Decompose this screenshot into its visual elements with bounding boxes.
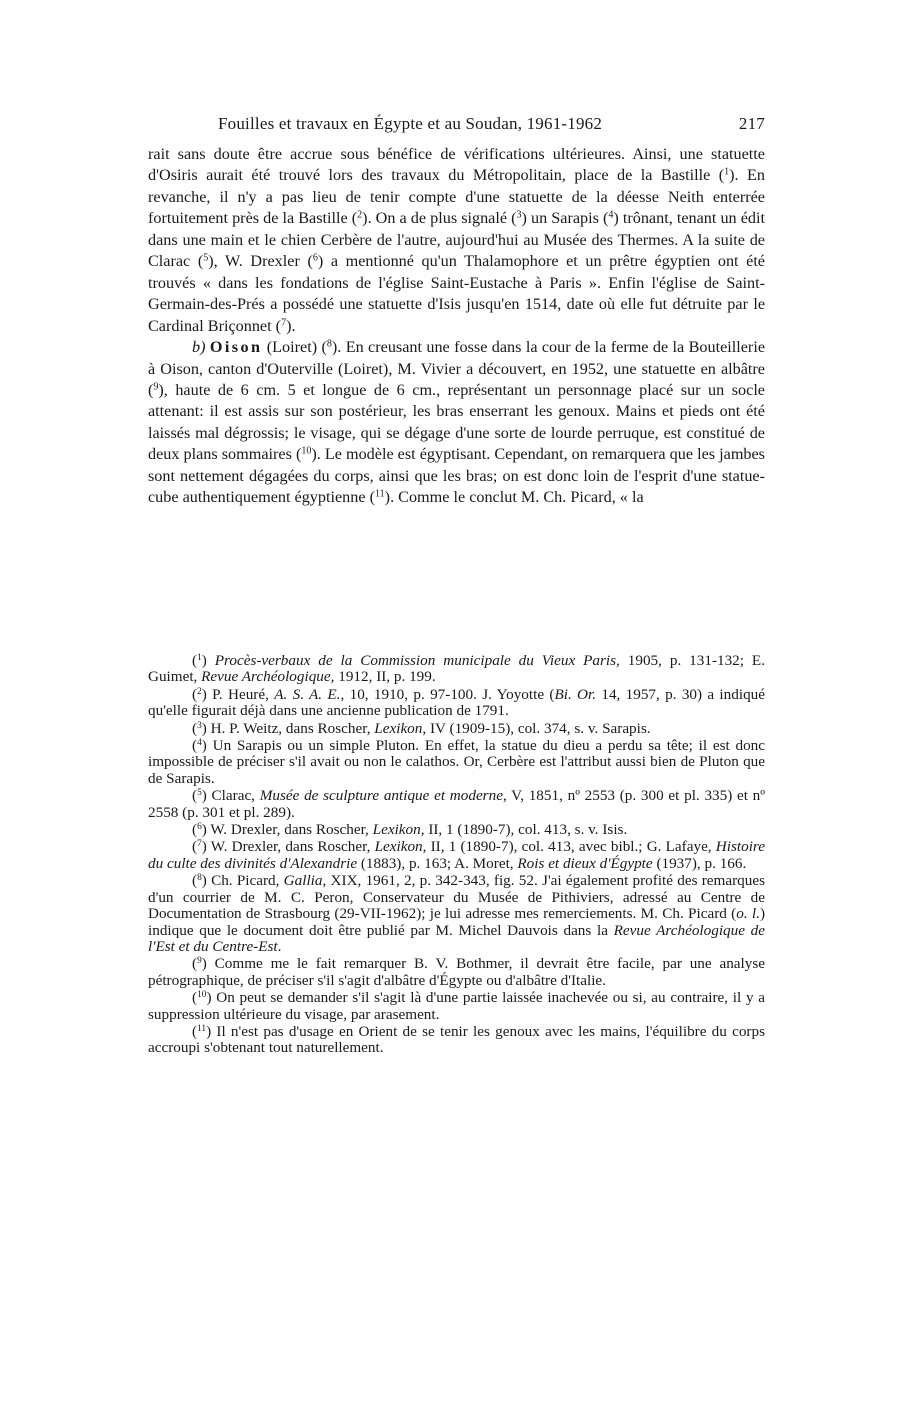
body-paragraph-1: rait sans doute être accrue sous bénéfice de vérifications ultérieures. Ainsi, une statuette d'Osiris aurait été trouvé lors des travaux du Métropolitain, place de la Bastille ($^1$). En revanche, il n'y a pas lieu de tenir compte d'une statuette de la déesse Neith enterrée fortuitement près de la Bastille ($^2$). On a de plus signalé ($^3$) un Sarapis ($^4$) trônant, tenant un édit dans une main et le chien Cerbère de l'autre, aujourd'hui au Musée des Thermes. A la suite de Clarac ($^5$), W. Drexler ($^6$) a mentionné qu'un Thalamophore et un prêtre égyptien ont été trouvés « dans les fondations de l'église Saint-Eustache à Paris ». Enfin l'église de Saint-Germain-des-Prés a possédé une statuette d'Isis jusqu'en 1514, date où elle fut détruite par le Cardinal Briçonnet ($^7$).: [148, 145, 766, 335]
footnotes: [148, 653, 765, 1058]
footnote-8: ($^8$) Ch. Picard, Gallia, XIX, 1961, 2, p. 342-343, fig. 52. J'ai également profité des remarques d'un courrier de M. C. Peron, Conservateur du Musée de Pithiviers, adressé au Centre de Documentation de Strasbourg (29-VII-1962); je lui adresse mes remerciements. M. Ch. Picard (o. l.) indique que le document doit être publié par M. Michel Dauvois dans la Revue Archéologique de l'Est et du Centre-Est.: [148, 872, 765, 955]
footnote-ref: 7: [281, 317, 287, 329]
footnote-1: ($^1$) Procès-verbaux de la Commission municipale du Vieux Paris, 1905, p. 131-132; E. Guimet, Revue Archéologique, 1912, II, p. 199.: [148, 652, 765, 686]
running-header: [148, 114, 765, 136]
footnote-4: ($^4$) Un Sarapis ou un simple Pluton. En effet, la statue du dieu a perdu sa tête; il est donc impossible de préciser s'il avait ou non le calathos. Or, Cerbère est l'attribut aussi bien de Pluton que de Sarapis.: [148, 737, 765, 787]
footnote-ref: 8: [326, 338, 332, 350]
footnote-10: ($^{10}$) On peut se demander s'il s'agit là d'une partie laissée inachevée ou si, au contraire, il y a suppression ultérieure du visage, par arasement.: [148, 989, 765, 1023]
page-number: 217: [738, 114, 765, 133]
footnote-ref: 10: [301, 445, 312, 457]
footnote-ref: 3: [516, 209, 522, 221]
body-text: [148, 144, 765, 509]
footnote-ref: 5: [203, 252, 209, 264]
running-title: Fouilles et travaux en Égypte et au Soudan, 1961-1962: [218, 114, 603, 133]
footnote-ref: 1: [724, 166, 730, 178]
footnote-ref: 11: [375, 488, 385, 500]
footnote-5: ($^5$) Clarac, Musée de sculpture antique et moderne, V, 1851, nº 2553 (p. 300 et pl. 335) et nº 2558 (p. 301 et pl. 289).: [148, 787, 765, 821]
footnote-ref: 6: [312, 252, 318, 264]
footnote-3: ($^3$) H. P. Weitz, dans Roscher, Lexikon, IV (1909-15), col. 374, s. v. Sarapis.: [192, 719, 651, 737]
footnote-11: ($^{11}$) Il n'est pas d'usage en Orient de se tenir les genoux avec les mains, l'équilibre du corps accroupi s'obtenant tout naturellement.: [148, 1022, 765, 1057]
footnote-7: ($^7$) W. Drexler, dans Roscher, Lexikon, II, 1 (1890-7), col. 413, avec bibl.; G. Lafaye, Histoire du culte des divinités d'Alexandrie (1883), p. 163; A. Moret, Rois et dieux d'Égypte (1937), p. 166.: [148, 838, 766, 872]
footnote-ref: 4: [608, 209, 614, 221]
footnote-ref: 2: [357, 209, 363, 221]
footnote-6: ($^6$) W. Drexler, dans Roscher, Lexikon, II, 1 (1890-7), col. 413, s. v. Isis.: [192, 821, 628, 839]
body-paragraph-2: b) Oison (Loiret) ($^8$). En creusant une fosse dans la cour de la ferme de la Bouteillerie à Oison, canton d'Outerville (Loiret), M. Vivier a découvert, en 1952, une statuette en albâtre ($^9$), haute de 6 cm. 5 et longue de 6 cm., représentant un personnage placé sur un socle attenant: il est assis sur son postérieur, les bras enserrant les genoux. Mains et pieds ont été laissés mal dégrossis; le visage, qui se dégage d'une sorte de lourde perruque, est constitué de deux plans sommaires ($^{10}$). Le modèle est égyptisant. Cependant, on remarquera que les jambes sont nettement dégagées du corps, ainsi que les bras; on est donc loin de l'esprit d'une statue-cube authentiquement égyptienne ($^{11}$). Comme le conclut M. Ch. Picard, « la: [148, 338, 765, 507]
footnote-9: ($^9$) Comme me le fait remarquer B. V. Bothmer, il devrait être facile, par une analyse pétrographique, de préciser s'il s'agit d'albâtre d'Égypte ou d'albâtre d'Italie.: [148, 955, 765, 989]
place-name: Oison: [209, 338, 263, 357]
footnote-ref: 9: [153, 381, 159, 393]
footnote-2: ($^2$) P. Heuré, A. S. A. E., 10, 1910, p. 97-100. J. Yoyotte (Bi. Or. 14, 1957, p. 30) a indiqué qu'elle figurait déjà dans une ancienne publication de 1791.: [148, 685, 765, 720]
